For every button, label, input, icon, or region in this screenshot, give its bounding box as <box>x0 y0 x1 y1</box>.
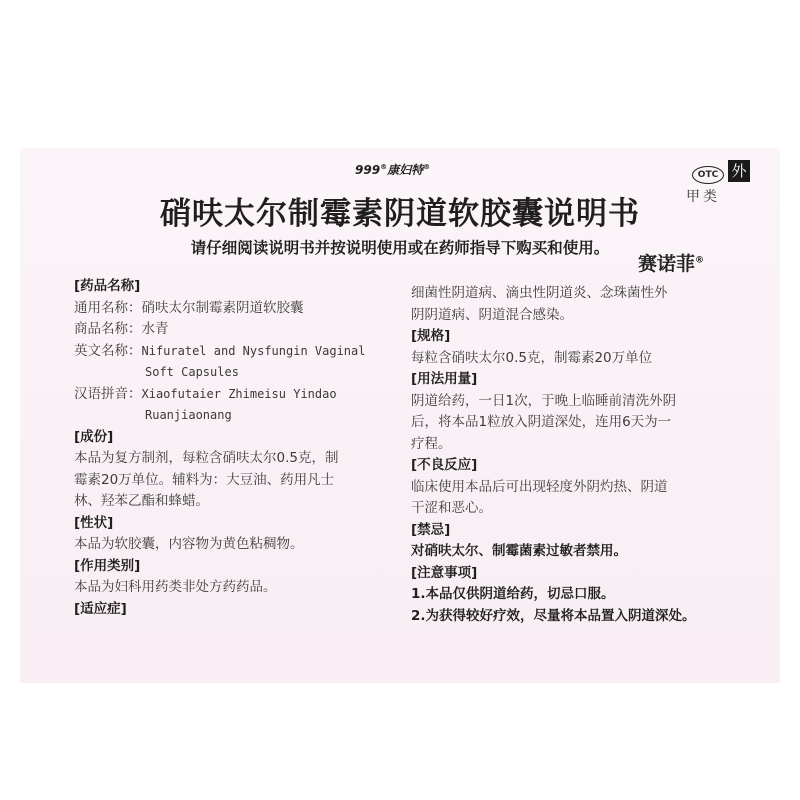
trade-name-value: 水青 <box>141 321 169 337</box>
usage-text: 后，将本品1粒放入阴道深处，连用6天为一 <box>411 414 672 430</box>
brand-name: 康妇特 <box>387 163 424 177</box>
section-heading-contraindications: [禁忌] <box>411 521 451 538</box>
trade-name-label: 商品名称： <box>74 321 142 337</box>
ingredients-text: 本品为复方制剂，每粒含硝呋太尔0.5克，制 <box>74 450 339 466</box>
section-heading-specification: [规格] <box>411 328 451 344</box>
adverse-reactions-text: 干涩和恶心。 <box>411 500 492 516</box>
usage-text: 疗程。 <box>411 435 452 452</box>
english-name-value: Nifuratel and Nysfungin Vaginal <box>141 343 366 358</box>
brand-logo <box>355 161 430 178</box>
reading-notice: 请仔细阅读说明书并按说明使用或在药师指导下购买和使用。 <box>190 239 610 257</box>
english-name-row <box>74 341 404 363</box>
otc-badge: OTC <box>692 166 724 184</box>
brand-name-registered-mark: ® <box>423 163 431 171</box>
left-column <box>74 276 404 620</box>
section-heading-usage: [用法用量] <box>411 371 478 387</box>
pinyin-value: Xiaofutaier Zhimeisu Yindao <box>141 386 337 401</box>
section-heading-ingredients: [成份] <box>74 428 114 445</box>
brand-registered-mark: ® <box>380 163 388 171</box>
brand-number: 999 <box>355 163 381 177</box>
indications-text: 细菌性阴道病、滴虫性阴道炎、念珠菌性外 <box>411 285 668 301</box>
otc-category-label: 甲类 <box>686 189 720 205</box>
contraindications-text: 对硝呋太尔、制霉菌素过敏者禁用。 <box>411 543 627 559</box>
section-heading-drug-name: [药品名称] <box>74 278 141 294</box>
category-text: 本品为妇科用药类非处方药药品。 <box>74 579 277 595</box>
indications-text: 阴阴道病、阴道混合感染。 <box>411 306 573 323</box>
manufacturer-name: 赛诺菲 <box>638 253 696 275</box>
specification-text: 每粒含硝呋太尔0.5克，制霉素20万单位 <box>411 349 653 366</box>
generic-name-label: 通用名称： <box>74 299 142 316</box>
section-heading-properties: [性状] <box>74 514 114 531</box>
english-name-value-cont: Soft Capsules <box>145 365 239 379</box>
generic-name-row <box>74 298 404 320</box>
manufacturer-registered-mark: ® <box>695 255 705 266</box>
right-column <box>411 283 741 627</box>
section-heading-adverse-reactions: [不良反应] <box>411 457 478 473</box>
usage-text: 阴道给药，一日1次，于晚上临睡前清洗外阴 <box>411 392 677 409</box>
precautions-text: 1.本品仅供阴道给药，切忌口服。 <box>411 586 615 602</box>
generic-name-value: 硝呋太尔制霉素阴道软胶囊 <box>141 299 304 316</box>
pinyin-label: 汉语拼音： <box>74 385 142 402</box>
external-use-badge: 外 <box>728 160 750 182</box>
precautions-text: 2.为获得较好疗效，尽量将本品置入阴道深处。 <box>411 607 696 624</box>
section-heading-category: [作用类别] <box>74 557 141 574</box>
section-heading-precautions: [注意事项] <box>411 564 478 581</box>
trade-name-row <box>74 319 404 341</box>
pinyin-value-cont: Ruanjiaonang <box>145 408 232 422</box>
pinyin-row <box>74 384 404 406</box>
properties-text: 本品为软胶囊，内容物为黄色粘稠物。 <box>74 536 304 552</box>
manufacturer-mark <box>638 249 704 276</box>
adverse-reactions-text: 临床使用本品后可出现轻度外阴灼热、阴道 <box>411 478 668 495</box>
ingredients-text: 霉素20万单位。辅料为：大豆油、药用凡士 <box>74 471 335 488</box>
section-heading-indications: [适应症] <box>74 600 127 617</box>
ingredients-text: 林、羟苯乙酯和蜂蜡。 <box>74 493 209 509</box>
document-title: 硝呋太尔制霉素阴道软胶囊说明书 <box>160 196 640 232</box>
english-name-label: 英文名称： <box>74 342 142 359</box>
